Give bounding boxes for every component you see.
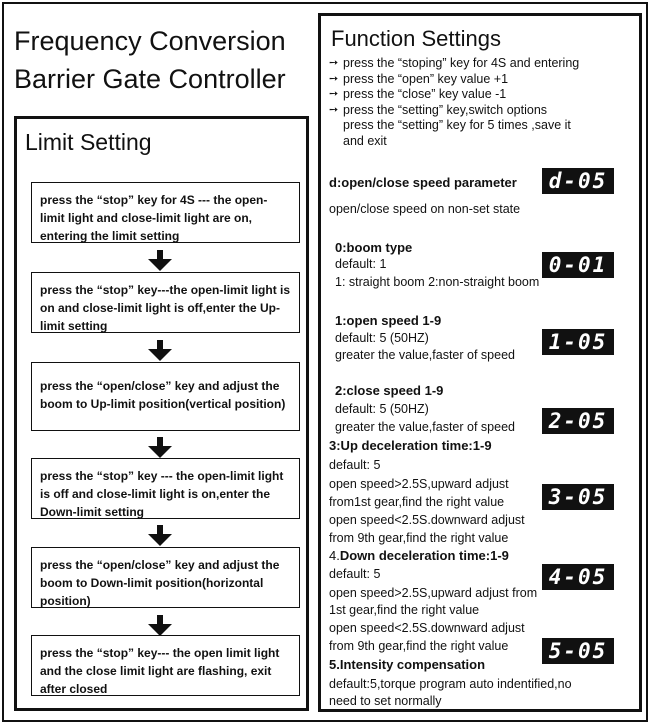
led-display: d-05 <box>542 168 614 194</box>
param-5-line: default:5,torque program auto indentified,no <box>329 677 572 691</box>
instruction-continuation: press the “setting” key for 5 times ,save it <box>343 118 571 132</box>
led-display: 2-05 <box>542 408 614 434</box>
param-3-line: open speed<2.5S.downward adjust <box>329 513 525 527</box>
param-0-line: 1: straight boom 2:non-straight boom <box>335 275 540 289</box>
page-title <box>14 22 314 98</box>
arrow-right-icon: ➙ <box>329 103 339 116</box>
led-display: 3-05 <box>542 484 614 510</box>
param-1-heading: 1:open speed 1-9 <box>335 313 442 328</box>
instruction-item: ➙ press the “close” key value -1 <box>329 87 507 101</box>
instruction-item: ➙ press the “open” key value +1 <box>329 71 509 86</box>
param-4-line: default: 5 <box>329 567 381 581</box>
instruction-list <box>329 56 639 149</box>
down-arrow-icon <box>147 250 173 272</box>
limit-step-4: press the “stop” key --- the open-limit light is off and close-limit light is on,enter the Down-limit setting <box>31 458 300 519</box>
down-arrow-icon <box>147 525 173 547</box>
param-4-line: open speed>2.5S,upward adjust from <box>329 586 538 600</box>
arrow-right-icon: ➙ <box>329 57 339 69</box>
down-arrow-icon <box>147 437 173 459</box>
title-line-2: Barrier Gate Controller <box>14 64 286 94</box>
limit-step-6: press the “stop” key--- the open limit light and the close limit light are flashing, exit after closed <box>31 635 300 696</box>
speed-param-heading: d:open/close speed parameter <box>329 175 517 190</box>
limit-step-1: press the “stop” key for 4S --- the open-limit light and close-limit light are on, entering the limit setting <box>31 182 300 243</box>
param-3-line: open speed>2.5S,upward adjust <box>329 477 509 491</box>
limit-setting-panel <box>14 116 309 711</box>
limit-step-5: press the “open/close” key and adjust the boom to Down-limit position(horizontal position) <box>31 547 300 608</box>
arrow-right-icon: ➙ <box>329 72 339 85</box>
param-4-line: open speed<2.5S.downward adjust <box>329 621 525 635</box>
down-arrow-icon <box>147 615 173 637</box>
limit-step-3: press the “open/close” key and adjust the boom to Up-limit position(vertical position) <box>31 362 300 431</box>
param-2-line: greater the value,faster of speed <box>335 420 515 434</box>
led-display: 0-01 <box>542 252 614 278</box>
param-2-line: default: 5 (50HZ) <box>335 402 429 416</box>
led-display: 5-05 <box>542 638 614 664</box>
limit-step-2: press the “stop” key---the open-limit light is on and close-limit light is off,enter the Up-limit setting <box>31 272 300 333</box>
function-settings-panel <box>318 13 642 712</box>
down-arrow-icon <box>147 340 173 362</box>
param-5-line: need to set normally <box>329 694 442 708</box>
param-3-line: from1st gear,find the right value <box>329 495 505 509</box>
param-3-line: default: 5 <box>329 458 381 472</box>
param-3-heading: 3:Up deceleration time:1-9 <box>329 438 492 453</box>
param-1-line: greater the value,faster of speed <box>335 348 515 362</box>
param-2-heading: 2:close speed 1-9 <box>335 383 444 398</box>
param-3-line: from 9th gear,find the right value <box>329 531 509 545</box>
param-1-line: default: 5 (50HZ) <box>335 331 429 345</box>
instruction-continuation: and exit <box>343 133 387 148</box>
title-line-1: Frequency Conversion <box>14 26 286 56</box>
param-0-line: default: 1 <box>335 257 387 271</box>
param-4-line: 1st gear,find the right value <box>329 603 480 617</box>
speed-param-desc: open/close speed on non-set state <box>329 202 521 216</box>
arrow-right-icon: ➙ <box>329 88 339 100</box>
param-5-heading: 5.Intensity compensation <box>329 657 486 672</box>
param-4-line: from 9th gear,find the right value <box>329 639 509 653</box>
led-display: 1-05 <box>542 329 614 355</box>
led-display: 4-05 <box>542 564 614 590</box>
function-settings-title: Function Settings <box>331 26 501 51</box>
instruction-item: ➙ press the “setting” key,switch options <box>329 102 548 117</box>
instruction-item: ➙ press the “stoping” key for 4S and entering <box>329 56 580 70</box>
param-0-heading: 0:boom type <box>335 240 413 255</box>
param-4-heading: 4.Down deceleration time:1-9 <box>329 548 509 563</box>
limit-setting-title: Limit Setting <box>25 129 152 155</box>
